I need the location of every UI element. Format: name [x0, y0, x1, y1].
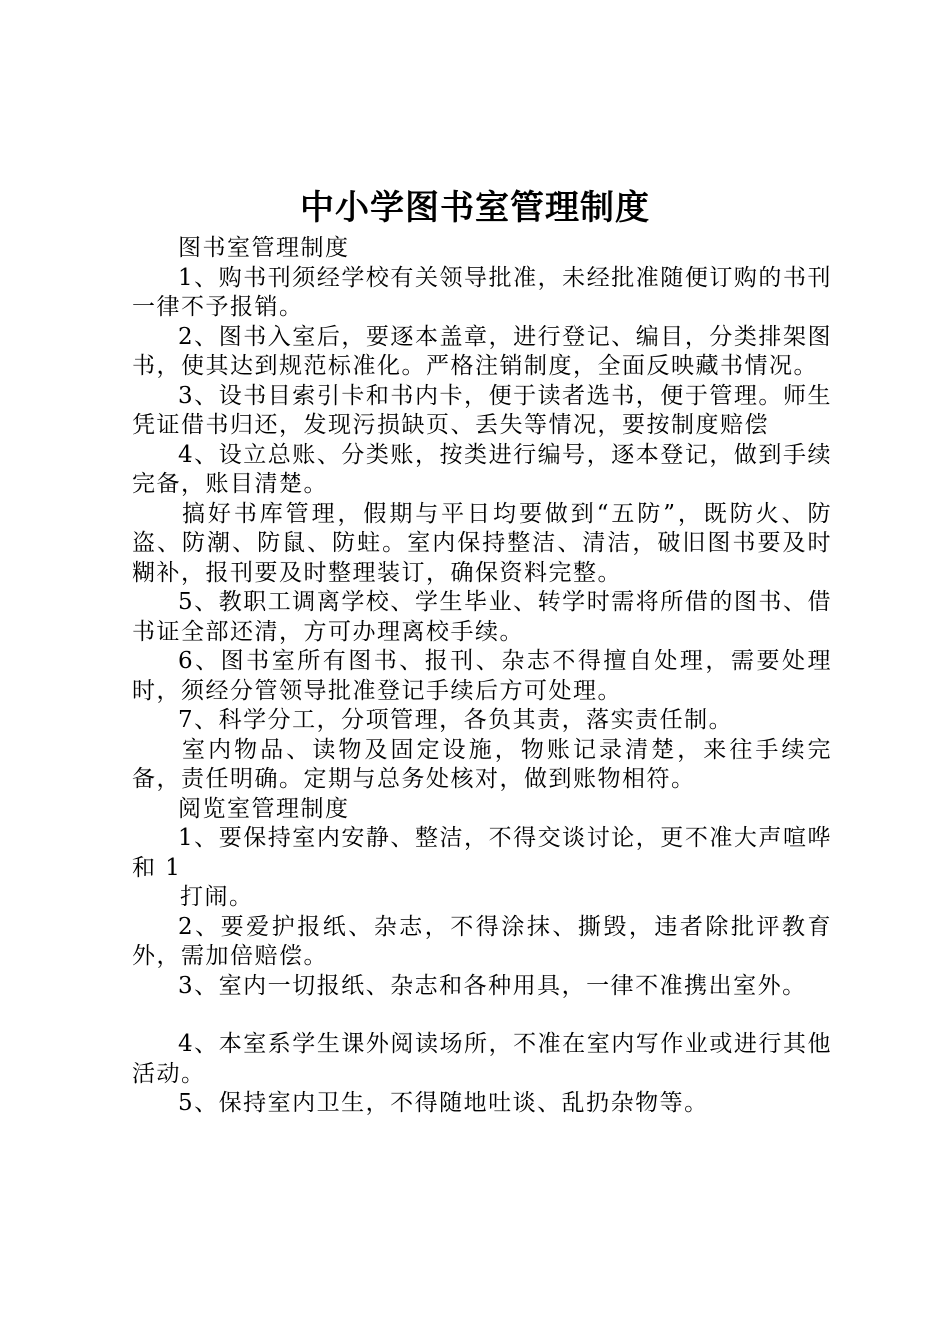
paragraph: 7、科学分工，分项管理，各负其责，落实责任制。	[178, 707, 734, 733]
paragraph: 1、购书刊须经学校有关领导批准，未经批准随便订购的书刊一律不予报销。	[132, 264, 832, 320]
paragraph: 5、教职工调离学校、学生毕业、转学时需将所借的图书、借书证全部还清，方可办理离校手续。	[132, 589, 832, 645]
paragraph: 3、设书目索引卡和书内卡，便于读者选书，便于管理。师生凭证借书归还，发现污损缺页、丢失等情况，要按制度赔偿	[132, 382, 832, 438]
paragraph: 室内物品、读物及固定设施，物账记录清楚，来往手续完备，责任明确。定期与总务处核对，做到账物相符。	[132, 736, 832, 792]
paragraph: 3、室内一切报纸、杂志和各种用具，一律不准携出室外。	[178, 972, 807, 999]
section-heading-library: 图书室管理制度	[178, 235, 350, 261]
section-heading-reading-room: 阅览室管理制度	[178, 795, 350, 822]
blank-line	[132, 1001, 832, 1030]
document-body	[132, 234, 832, 1119]
paragraph: 5、保持室内卫生，不得随地吐谈、乱扔杂物等。	[178, 1090, 709, 1116]
paragraph: 2、要爱护报纸、杂志，不得涂抹、撕毁，违者除批评教育外，需加倍赔偿。	[132, 913, 832, 969]
paragraph: 6、图书室所有图书、报刊、杂志不得擅自处理，需要处理时，须经分管领导批准登记手续后方可处理。	[132, 648, 832, 704]
paragraph: 搞好书库管理，假期与平日均要做到“五防”，既防火、防盗、防潮、防鼠、防蛀。室内保持整洁、清洁，破旧图书要及时糊补，报刊要及时整理装订，确保资料完整。	[132, 500, 832, 586]
paragraph: 4、设立总账、分类账，按类进行编号，逐本登记，做到手续完备，账目清楚。	[132, 441, 832, 497]
paragraph: 4、本室系学生课外阅读场所，不准在室内写作业或进行其他活动。	[132, 1031, 832, 1087]
paragraph: 1、要保持室内安静、整洁，不得交谈讨论，更不准大声喧哗和 1	[132, 825, 832, 881]
document-title: 中小学图书室管理制度	[300, 188, 650, 228]
paragraph: 2、图书入室后，要逐本盖章，进行登记、编目，分类排架图书，使其达到规范标准化。严格注销制度，全面反映藏书情况。	[132, 323, 832, 379]
paragraph: 打闹。	[180, 884, 254, 910]
